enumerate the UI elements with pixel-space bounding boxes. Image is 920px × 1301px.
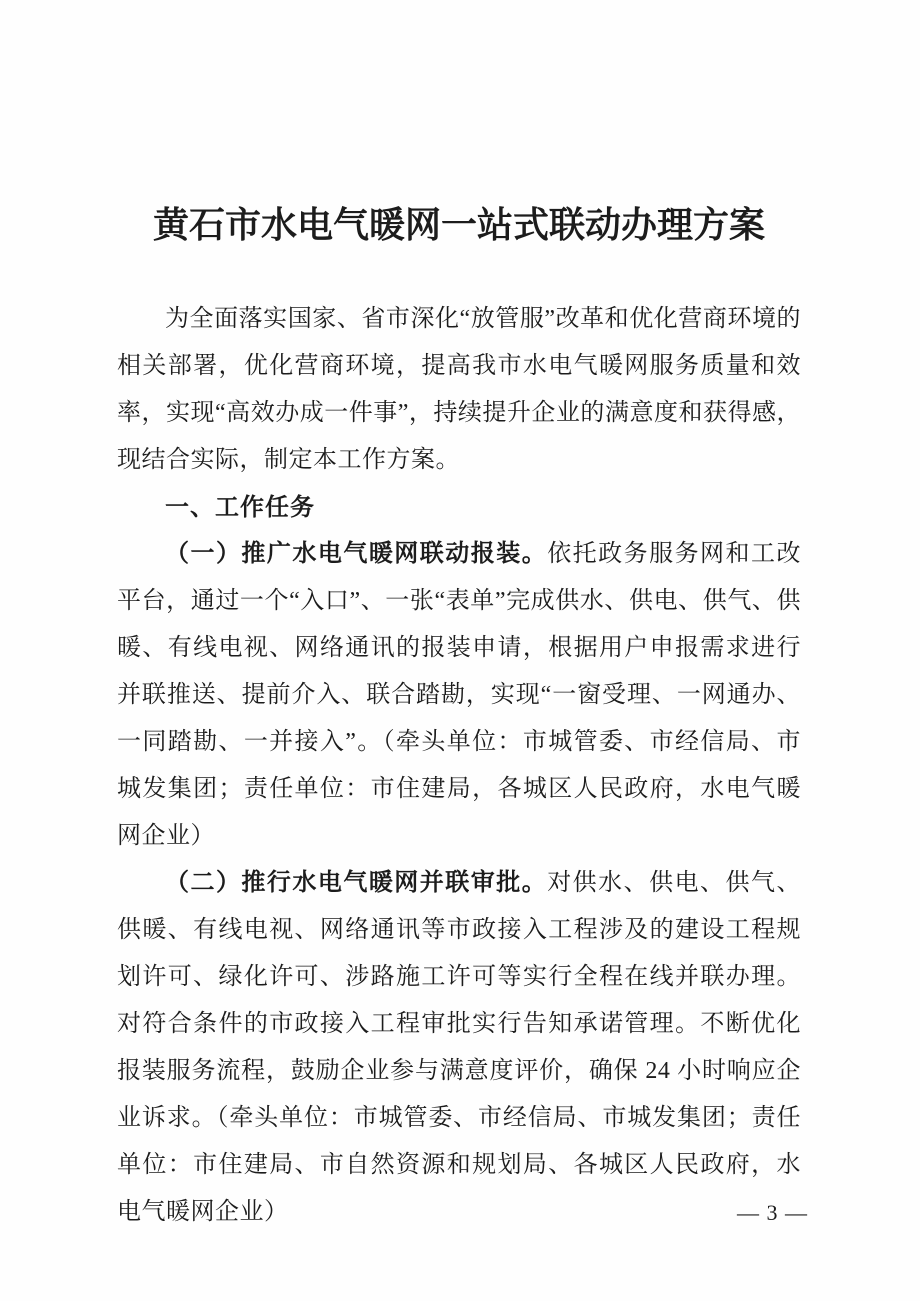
paragraph-intro-text: 为全面落实国家、省市深化“放管服”改革和优化营商环境的相关部署，优化营商环境，提高我市水电气暖网服务质量和效率，实现“高效办成一件事”，持续提升企业的满意度和获得感，现结合实际，制定本工作方案。 <box>117 306 801 473</box>
paragraph-intro <box>117 296 801 484</box>
item-1-text: 依托政务服务网和工改平台，通过一个“入口”、一张“表单”完成供水、供电、供气、供暖、有线电视、网络通讯的报装申请，根据用户申报需求进行并联推送、提前介入、联合踏勘，实现“一窗受理、一网通办、一同踏勘、一并接入”。（牵头单位：市城管委、市经信局、市城发集团；责任单位：市住建局，各城区人民政府，水电气暖网企业） <box>117 541 801 849</box>
paragraph-item-2 <box>117 860 801 1236</box>
section-heading-work-tasks: 一、工作任务 <box>165 494 315 521</box>
item-1-lead: （一）推广水电气暖网联动报装。 <box>165 541 548 567</box>
item-2-text: 对供水、供电、供气、供暖、有线电视、网络通讯等市政接入工程涉及的建设工程规划许可、绿化许可、涉路施工许可等实行全程在线并联办理。对符合条件的市政接入工程审批实行告知承诺管理。不断优化报装服务流程，鼓励企业参与满意度评价，确保 24 小时响应企业诉求。（牵头单位：市城管委、市经信局、市城发集团；责任单位：市住建局、市自然资源和规划局、各城区人民政府，水电气暖网企业） <box>117 870 801 1225</box>
paragraph-item-1 <box>117 531 801 860</box>
page-number: — 3 — <box>737 1200 808 1225</box>
document-title: 黄石市水电气暖网一站式联动办理方案 <box>152 205 765 245</box>
item-2-lead: （二）推行水电气暖网并联审批。 <box>165 870 548 896</box>
document-content <box>117 198 801 1236</box>
